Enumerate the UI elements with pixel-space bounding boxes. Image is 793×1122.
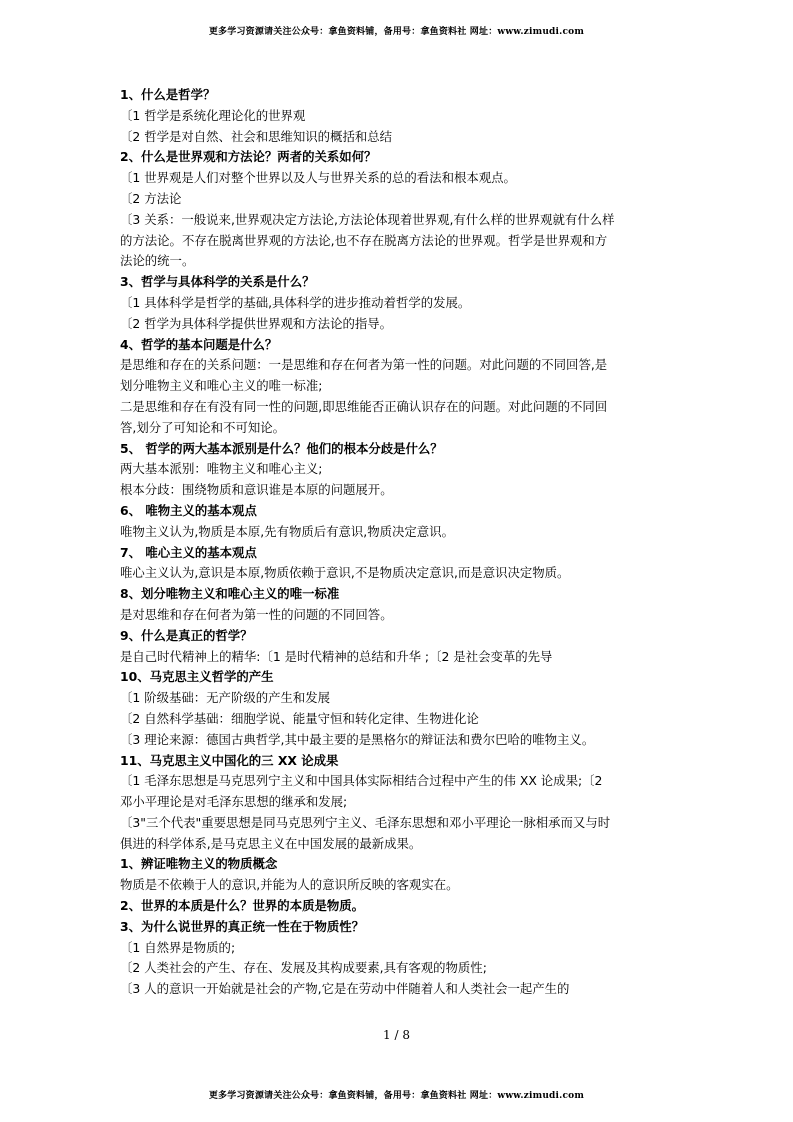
text-line: 二是思维和存在有没有同一性的问题,即思维能否正确认识存在的问题。对此问题的不同回 — [120, 398, 608, 414]
text-line: 〔1 阶级基础：无产阶级的产生和发展 — [120, 690, 331, 706]
text-line: 邓小平理论是对毛泽东思想的继承和发展; — [120, 794, 348, 810]
section-heading: 1、辨证唯物主义的物质概念 — [120, 856, 278, 872]
section-heading: 11、马克思主义中国化的三 XX 论成果 — [120, 752, 339, 768]
text-line: 〔1 哲学是系统化理论化的世界观 — [120, 107, 306, 123]
section-heading: 2、世界的本质是什么？世界的本质是物质。 — [120, 898, 365, 914]
text-line: 唯心主义认为,意识是本原,物质依赖于意识,不是物质决定意识,而是意识决定物质。 — [120, 565, 570, 581]
document-body — [120, 85, 678, 1000]
text-line: 根本分歧：围绕物质和意识谁是本原的问题展开。 — [120, 482, 393, 498]
text-line: 〔1 世界观是人们对整个世界以及人与世界关系的总的看法和根本观点。 — [120, 170, 516, 186]
text-line: 两大基本派别：唯物主义和唯心主义; — [120, 461, 323, 477]
text-line: 的方法论。不存在脱离世界观的方法论,也不存在脱离方法论的世界观。哲学是世界观和方 — [120, 232, 608, 248]
text-line: 法论的统一。 — [120, 253, 195, 269]
section-heading: 3、哲学与具体科学的关系是什么？ — [120, 274, 315, 290]
text-line: 是自己时代精神上的精华:〔1 是时代精神的总结和升华 ;〔2 是社会变革的先导 — [120, 648, 553, 664]
text-line: 答,划分了可知论和不可知论。 — [120, 419, 286, 435]
section-heading: 9、什么是真正的哲学？ — [120, 627, 253, 643]
section-heading: 7、 唯心主义的基本观点 — [120, 544, 257, 560]
text-line: 〔2 方法论 — [120, 190, 182, 206]
text-line: 〔3 理论来源：德国古典哲学,其中最主要的是黑格尔的辩证法和费尔巴哈的唯物主义。 — [120, 731, 595, 747]
text-line: 物质是不依赖于人的意识,并能为人的意识所反映的客观实在。 — [120, 877, 459, 893]
text-line: 〔3"三个代表"重要思想是同马克思列宁主义、毛泽东思想和邓小平理论一脉相承而又与时 — [120, 814, 611, 830]
text-line: 〔2 哲学是对自然、社会和思维知识的概括和总结 — [120, 128, 393, 144]
text-line: 是对思维和存在何者为第一性的问题的不同回答。 — [120, 606, 393, 622]
section-heading: 4、哲学的基本问题是什么？ — [120, 336, 278, 352]
text-line: 〔3 人的意识一开始就是社会的产物,它是在劳动中伴随着人和人类社会一起产生的 — [120, 981, 570, 997]
text-line: 〔1 毛泽东思想是马克思列宁主义和中国具体实际相结合过程中产生的伟 XX 论成果;〔2 — [120, 773, 603, 789]
header-banner: 更多学习资源请关注公众号：拿鱼资料铺，备用号：拿鱼资料社 网址：www.zimudi.com — [208, 27, 585, 37]
section-heading: 8、划分唯物主义和唯心主义的唯一标准 — [120, 586, 340, 602]
section-heading: 5、 哲学的两大基本派别是什么？他们的根本分歧是什么？ — [120, 440, 443, 456]
text-line: 〔2 哲学为具体科学提供世界观和方法论的指导。 — [120, 315, 393, 331]
page-number: 1 / 8 — [383, 1028, 410, 1042]
footer-banner: 更多学习资源请关注公众号：拿鱼资料铺，备用号：拿鱼资料社 网址：www.zimudi.com — [208, 1091, 585, 1101]
section-heading: 10、马克思主义哲学的产生 — [120, 669, 274, 685]
section-heading: 1、什么是哲学？ — [120, 87, 216, 102]
text-line: 俱进的科学体系,是马克思主义在中国发展的最新成果。 — [120, 835, 422, 851]
text-line: 是思维和存在的关系问题：一是思维和存在何者为第一性的问题。对此问题的不同回答,是 — [120, 357, 608, 373]
text-line: 〔1 具体科学是哲学的基础,具体科学的进步推动着哲学的发展。 — [120, 294, 471, 310]
text-line: 唯物主义认为,物质是本原,先有物质后有意识,物质决定意识。 — [120, 523, 454, 539]
text-line: 〔2 自然科学基础：细胞学说、能量守恒和转化定律、生物进化论 — [120, 710, 479, 726]
section-heading: 3、为什么说世界的真正统一性在于物质性？ — [120, 918, 365, 934]
text-line: 〔2 人类社会的产生、存在、发展及其构成要素,具有客观的物质性; — [120, 960, 487, 976]
section-heading: 2、什么是世界观和方法论？两者的关系如何？ — [120, 149, 377, 165]
text-line: 划分唯物主义和唯心主义的唯一标准; — [120, 378, 323, 394]
section-heading: 6、 唯物主义的基本观点 — [120, 502, 257, 518]
text-line: 〔3 关系：一般说来,世界观决定方法论,方法论体现着世界观,有什么样的世界观就有什么样 — [120, 211, 615, 227]
text-line: 〔1 自然界是物质的; — [120, 939, 236, 955]
